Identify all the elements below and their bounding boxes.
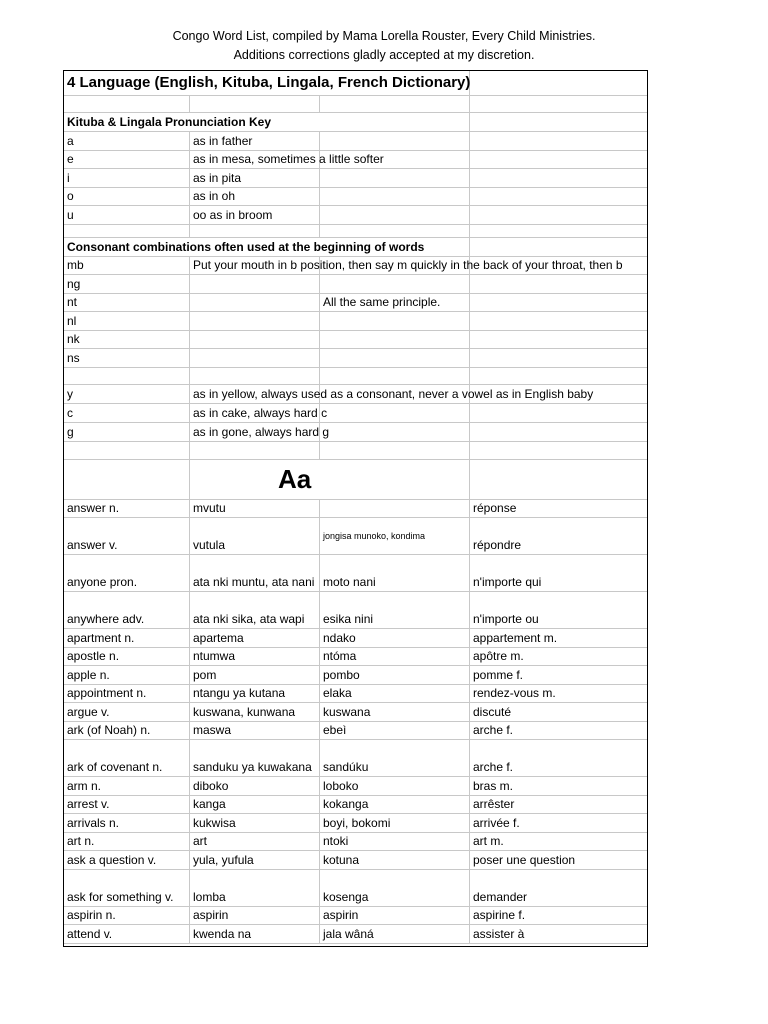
empty-cell [190,294,320,312]
vowel-row [64,132,648,151]
entry-row [64,851,648,870]
entry-row [64,907,648,926]
empty-cell [470,312,648,330]
consonant-row [64,257,648,276]
entry-french: assister à [473,926,525,941]
entry-lingala: kotuna [320,851,470,869]
empty-cell [64,460,190,499]
entry-english: anyone pron. [64,555,190,591]
key-letter: nk [64,331,190,349]
empty-cell [470,132,648,150]
vowel-row [64,206,648,225]
entry-english: aspirin n. [64,907,190,925]
entry-kituba: lomba [190,870,320,906]
key-description [190,349,320,367]
vowel-row [64,188,648,207]
entry-row [64,703,648,722]
entry-english: arm n. [64,777,190,795]
empty-cell [470,423,648,441]
key-letter: g [64,423,190,441]
cell [320,113,470,131]
key-description: as in cake, always hard c [190,404,320,422]
sheet-right-border [647,70,648,947]
key-letter: c [64,404,190,422]
entry-kituba: kuswana, kunwana [190,703,320,721]
entry-english: ask for something v. [64,870,190,906]
entry-lingala: kuswana [320,703,470,721]
key-description: as in yellow, always used as a consonant, never a vowel as in English baby [190,385,320,403]
entry-kituba: pom [190,666,320,684]
entry-lingala: kokanga [320,796,470,814]
section-letter: Aa [278,464,312,494]
entry-kituba: aspirin [190,907,320,925]
cell [470,71,648,95]
entry-french: demander [473,889,528,904]
entry-lingala: loboko [320,777,470,795]
entry-row [64,518,648,555]
key-letter: mb [64,257,190,275]
entry-kituba: diboko [190,777,320,795]
entry-kituba: mvutu [190,500,320,518]
entry-kituba: kwenda na [190,925,320,943]
entry-kituba: ntumwa [190,648,320,666]
entry-english: arrest v. [64,796,190,814]
entry-lingala: moto nani [320,555,470,591]
empty-cell [320,169,470,187]
section-heading: Kituba & Lingala Pronunciation Key [67,115,272,129]
empty-cell [64,368,190,384]
empty-cell [470,151,648,169]
blank-row [64,225,648,238]
empty-cell [64,96,190,112]
consonant-row [64,312,648,331]
empty-cell [190,368,320,384]
key-description: as in mesa, sometimes a little softer [190,151,320,169]
entry-row [64,833,648,852]
key-description: as in father [190,132,320,150]
entry-row [64,777,648,796]
entry-lingala: jala wâná [320,925,470,943]
entry-lingala: elaka [320,685,470,703]
entry-english: ark (of Noah) n. [64,722,190,740]
other-key-row [64,385,648,404]
other-key-row [64,404,648,423]
key-letter: nl [64,312,190,330]
empty-cell [470,442,648,459]
empty-cell [64,442,190,459]
empty-cell [320,423,470,441]
entry-row [64,740,648,777]
section-heading: Consonant combinations often used at the beginning of words [67,239,425,254]
entry-english: apostle n. [64,648,190,666]
entry-french: arrivée f. [473,815,520,830]
entry-lingala: pombo [320,666,470,684]
empty-cell [470,349,648,367]
key-description: Put your mouth in b position, then say m quickly in the back of your throat, then b [190,257,320,275]
entry-english: art n. [64,833,190,851]
entry-row [64,592,648,629]
entry-row [64,555,648,592]
key-letter: e [64,151,190,169]
entry-french: apôtre m. [473,649,524,663]
empty-cell [320,206,470,224]
key-description [190,312,320,330]
empty-cell [470,460,648,499]
entry-kituba: yula, yufula [190,851,320,869]
cell [470,113,648,131]
entry-kituba: kukwisa [190,814,320,832]
entry-english: arrivals n. [64,814,190,832]
empty-cell [320,312,470,330]
entry-row [64,648,648,667]
entry-english: ask a question v. [64,851,190,869]
entry-lingala: ebeì [320,722,470,740]
header-line-1: Congo Word List, compiled by Mama Lorella Rouster, Every Child Ministries. [172,29,596,43]
entry-lingala: jongisa munoko, kondima [320,518,470,554]
empty-cell [320,275,470,293]
vowel-row [64,169,648,188]
empty-cell [320,225,470,237]
entry-english: attend v. [64,925,190,943]
entry-french: rendez-vous m. [473,686,556,700]
entry-french: n'importe qui [473,575,542,589]
empty-cell [470,331,648,349]
key-letter: a [64,132,190,150]
empty-cell [470,169,648,187]
entry-row [64,925,648,944]
empty-cell [320,132,470,150]
entry-french: arche f. [473,760,514,774]
entry-english: apple n. [64,666,190,684]
entry-lingala: ntoki [320,833,470,851]
key-letter: o [64,188,190,206]
entry-french: arrêster [473,797,515,811]
empty-cell [190,225,320,237]
blank-row [64,96,648,113]
header-line-2: Additions corrections gladly accepted at my discretion. [233,48,535,62]
entry-french: n'importe ou [473,612,539,626]
empty-cell [320,442,470,459]
entry-english: answer v. [64,518,190,554]
key-letter: nt [64,294,190,312]
empty-cell [470,188,648,206]
empty-cell [470,206,648,224]
entry-french: pomme f. [473,667,524,682]
entry-kituba: ntangu ya kutana [190,685,320,703]
entry-kituba: ata nki muntu, ata nani [190,555,320,591]
title-row [64,71,648,96]
consonant-heading-row [64,238,648,257]
sheet-title: 4 Language (English, Kituba, Lingala, French Dictionary) [67,74,471,91]
entry-kituba: apartema [190,629,320,647]
entry-row [64,814,648,833]
entry-lingala: esika nini [320,592,470,628]
entry-french: art m. [473,834,504,848]
key-description: All the same principle. [320,294,470,312]
entry-french: arche f. [473,723,514,737]
empty-cell [320,96,470,112]
entry-french: bras m. [473,778,514,793]
entry-lingala: ndako [320,629,470,647]
blank-row [64,368,648,385]
entry-lingala: boyi, bokomi [320,814,470,832]
key-description: oo as in broom [190,206,320,224]
entry-english: ark of covenant n. [64,740,190,776]
key-letter: y [64,385,190,403]
empty-cell [470,404,648,422]
entry-row [64,629,648,648]
empty-cell [470,294,648,312]
empty-cell [64,225,190,237]
entry-french: réponse [473,501,517,515]
entry-lingala [320,500,470,518]
consonant-row [64,331,648,350]
key-description [190,331,320,349]
entry-french: aspirine f. [473,908,526,922]
entry-lingala: sandúku [320,740,470,776]
entry-kituba: sanduku ya kuwakana [190,740,320,776]
key-letter: u [64,206,190,224]
entry-english: argue v. [64,703,190,721]
entry-row [64,500,648,519]
consonant-row [64,275,648,294]
entry-kituba: vutula [190,518,320,554]
entry-english: anywhere adv. [64,592,190,628]
page-header [0,27,768,65]
empty-cell [470,275,648,293]
entry-english: appointment n. [64,685,190,703]
entry-row [64,685,648,704]
dictionary-sheet [63,70,648,947]
key-description [190,275,320,293]
empty-cell [190,96,320,112]
entry-lingala: aspirin [320,907,470,925]
empty-cell [320,331,470,349]
other-key-row [64,423,648,442]
key-description: as in gone, always hard g [190,423,320,441]
entry-kituba: kanga [190,796,320,814]
key-letter: ng [64,275,190,293]
empty-cell [470,368,648,384]
entry-kituba: maswa [190,722,320,740]
empty-cell [320,188,470,206]
entry-kituba: ata nki sika, ata wapi [190,592,320,628]
entry-row [64,666,648,685]
entry-lingala: ntóma [320,648,470,666]
entry-english: answer n. [64,500,190,518]
entry-row [64,870,648,907]
entry-french: discuté [473,704,512,719]
empty-cell [320,368,470,384]
key-description: as in pita [190,169,320,187]
entry-english: apartment n. [64,629,190,647]
key-description: as in oh [190,188,320,206]
section-letter-row [64,460,648,500]
entry-row [64,722,648,741]
entry-lingala: kosenga [320,870,470,906]
empty-cell [470,225,648,237]
entry-kituba: art [190,833,320,851]
pron-heading-row [64,113,648,132]
key-letter: i [64,169,190,187]
key-letter: ns [64,349,190,367]
empty-cell [470,96,648,112]
empty-cell [320,349,470,367]
blank-row [64,442,648,460]
entry-french: poser une question [473,852,576,867]
empty-cell [190,442,320,459]
consonant-row [64,294,648,313]
consonant-row [64,349,648,368]
empty-cell [320,404,470,422]
vowel-row [64,151,648,170]
entry-french: répondre [473,538,522,552]
entry-row [64,796,648,815]
entry-french: appartement m. [473,630,558,645]
cell [470,238,648,256]
